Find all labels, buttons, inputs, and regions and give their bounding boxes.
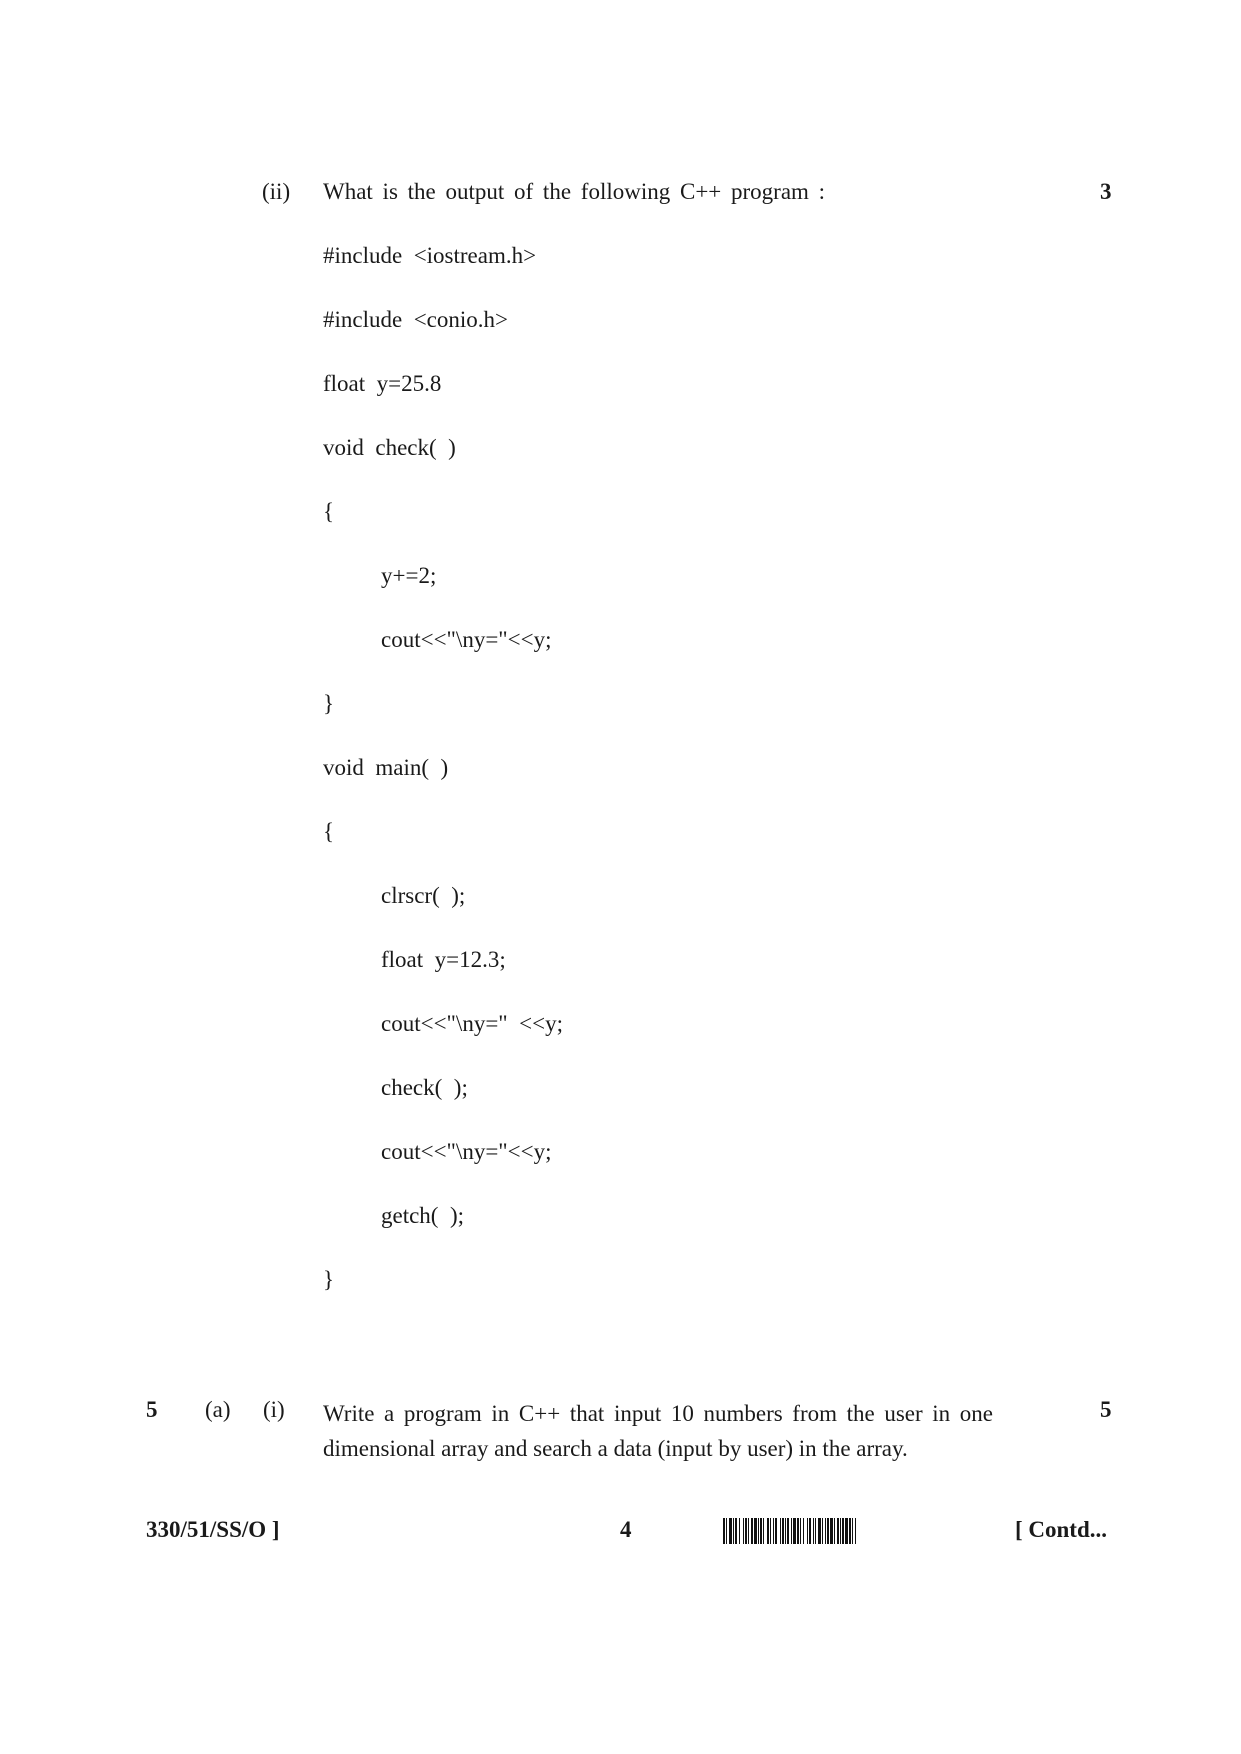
code-line-11: clrscr( ); [381, 883, 466, 908]
code-line-2: #include <conio.h> [323, 307, 508, 332]
page-number: 4 [620, 1517, 632, 1542]
question-prompt: What is the output of the following C++ program : [323, 179, 826, 204]
code-line-6: y+=2; [381, 563, 437, 588]
code-line-16: getch( ); [381, 1203, 465, 1228]
code-line-3: float y=25.8 [323, 371, 442, 396]
code-line-8: } [323, 691, 335, 716]
code-line-1: #include <iostream.h> [323, 243, 537, 268]
question-label: (ii) [262, 179, 291, 204]
question-part: (a) [205, 1397, 231, 1422]
code-line-15: cout<<"\ny="<<y; [381, 1139, 552, 1164]
question-number: 5 [146, 1397, 158, 1422]
question-subpart: (i) [263, 1397, 285, 1422]
code-line-7: cout<<"\ny="<<y; [381, 627, 552, 652]
question-marks: 5 [1100, 1397, 1112, 1422]
code-line-10: { [323, 819, 335, 844]
paper-code: 330/51/SS/O ] [146, 1517, 280, 1542]
code-line-4: void check( ) [323, 435, 456, 460]
code-line-14: check( ); [381, 1075, 468, 1100]
code-line-5: { [323, 499, 335, 524]
barcode-bar [856, 1518, 857, 1544]
code-line-12: float y=12.3; [381, 947, 506, 972]
barcode [723, 1518, 975, 1544]
question-text: Write a program in C++ that input 10 numbers from the user in one dimensional array and search a data (input by user) in the array. [323, 1401, 993, 1461]
code-line-13: cout<<"\ny=" <<y; [381, 1011, 564, 1036]
continued-label: [ Contd... [1015, 1517, 1108, 1542]
question-marks: 3 [1100, 179, 1112, 204]
code-line-17: } [323, 1267, 335, 1292]
code-line-9: void main( ) [323, 755, 449, 780]
